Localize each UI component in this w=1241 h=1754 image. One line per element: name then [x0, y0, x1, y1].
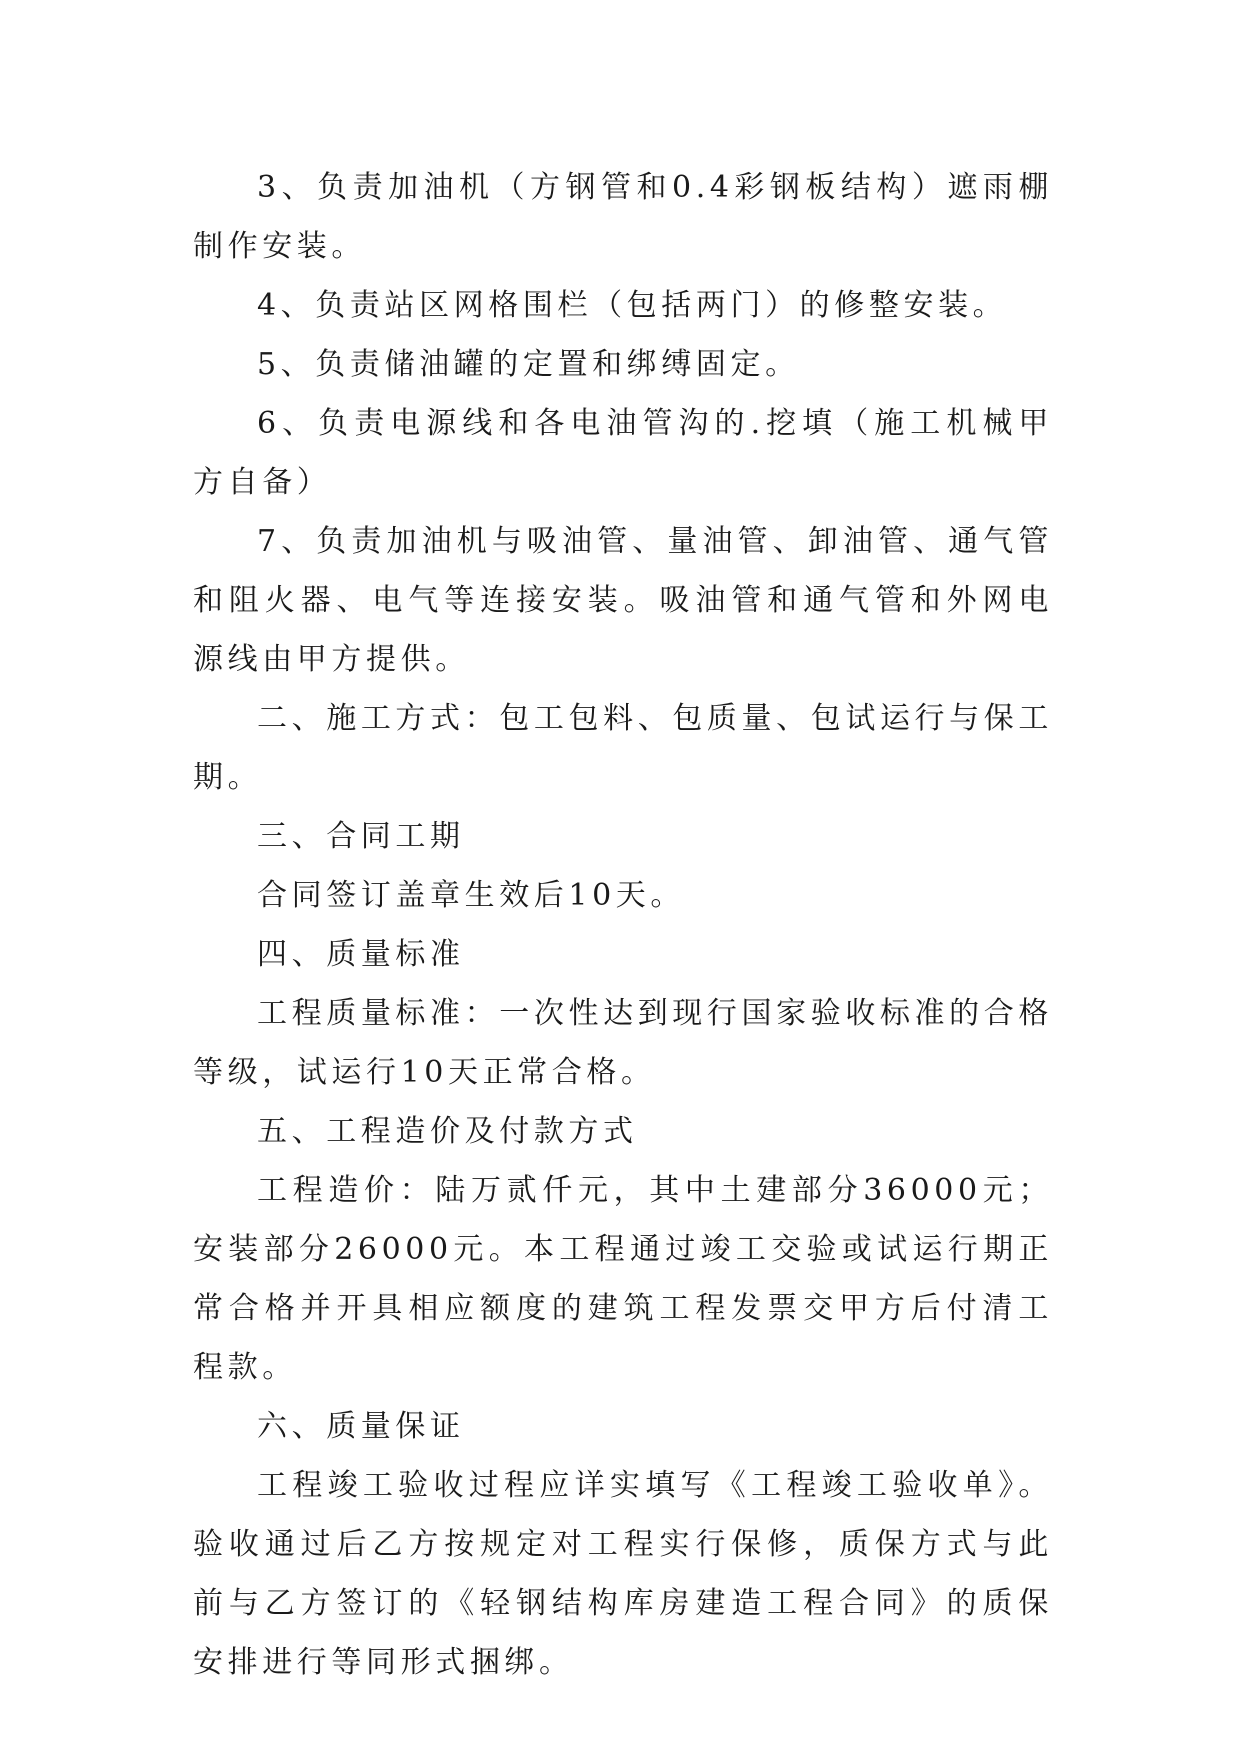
cost-payment-text: 工程造价：陆万贰仟元，其中土建部分36000元；安装部分26000元。本工程通过竣工交验或试运行期正常合格并开具相应额度的建筑工程发票交甲方后付清工程款。 [193, 1173, 1053, 1385]
contract-period-text: 合同签订盖章生效后10天。 [257, 878, 685, 913]
section-heading-cost-payment: 五、工程造价及付款方式 [257, 1114, 638, 1149]
section-heading-quality-standard: 四、质量标准 [257, 937, 465, 972]
paragraph-item-4: 4、负责站区网格围栏（包括两门）的修整安装。 [257, 288, 1008, 323]
paragraph-item-5: 5、负责储油罐的定置和绑缚固定。 [257, 347, 800, 382]
section-heading-contract-period: 三、合同工期 [257, 819, 465, 854]
quality-guarantee-text: 工程竣工验收过程应详实填写《工程竣工验收单》。验收通过后乙方按规定对工程实行保修，质保方式与此前与乙方签订的《轻钢结构库房建造工程合同》的质保安排进行等同形式捆绑。 [193, 1468, 1053, 1680]
paragraph-item-6: 6、负责电源线和各电油管沟的.挖填（施工机械甲方自备） [193, 406, 1053, 500]
section-construction-method: 二、施工方式：包工包料、包质量、包试运行与保工期。 [193, 701, 1053, 795]
quality-standard-text: 工程质量标准：一次性达到现行国家验收标准的合格等级，试运行10天正常合格。 [193, 996, 1053, 1090]
paragraph-item-7: 7、负责加油机与吸油管、量油管、卸油管、通气管和阻火器、电气等连接安装。吸油管和通气管和外网电源线由甲方提供。 [193, 524, 1053, 677]
paragraph-item-3: 3、负责加油机（方钢管和0.4彩钢板结构）遮雨棚制作安装。 [193, 170, 1053, 264]
section-heading-quality-guarantee: 六、质量保证 [257, 1409, 465, 1444]
document-body [193, 158, 1053, 1692]
